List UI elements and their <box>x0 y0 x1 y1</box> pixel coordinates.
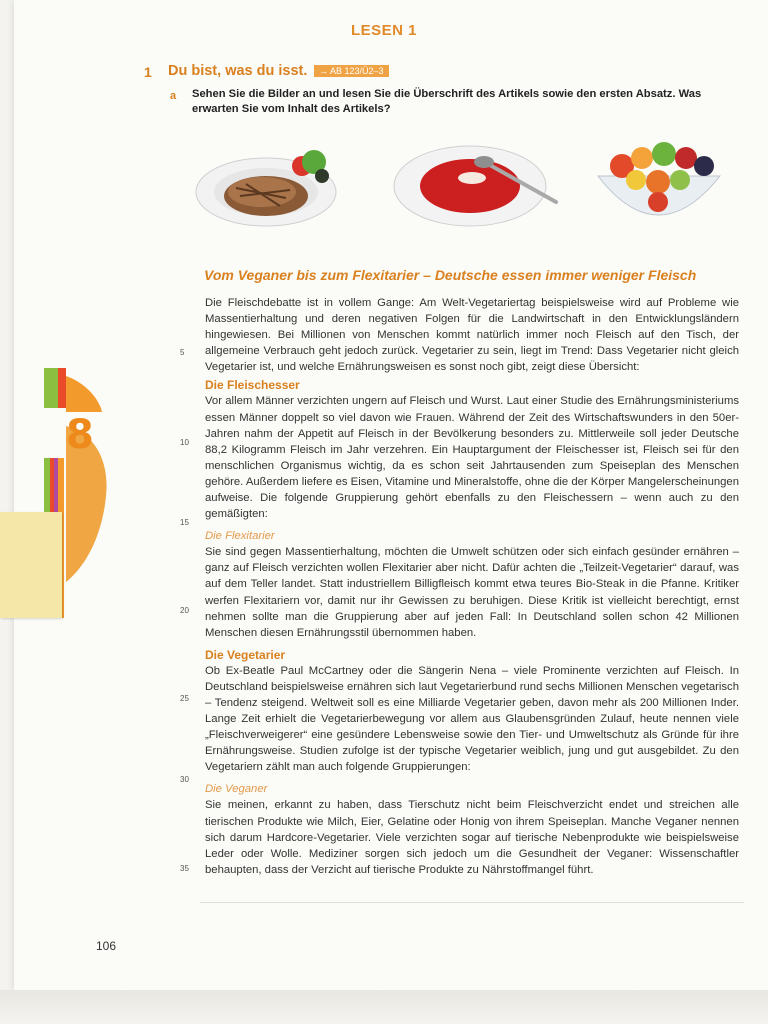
paragraph-flexitarier: Sie sind gegen Massentierhaltung, möchten die Umwelt schützen oder sich einfach gesünder ernähren – ganz auf Fleisch verzichten wollen Flexitarier aber nicht. Dafür achten die „Teilzeit-Vegetarier“ darauf, was auf dem Teller landet. Statt industriellem Billigfleisch kommt etwa teures Bio-Steak in die Pfanne. Kritiker werfen Flexitariern vor, damit nur ihr Gewissen zu beruhigen. Diese Kritik ist vielleicht berechtigt, ernst nehmen sollte man die Gruppierung aber auf jeden Fall: In Deutschland sollen schon 42 Millionen Menschen diesen Ernährungsstil übernommen haben. <box>205 546 739 639</box>
line-number: 35 <box>180 864 189 873</box>
page-shadow <box>0 990 768 1024</box>
sticky-note <box>0 512 62 618</box>
exercise-number: 1 <box>144 64 152 80</box>
task-letter: a <box>170 90 177 102</box>
line-number: 30 <box>180 775 189 784</box>
workbook-reference-badge: → AB 123/Ü2–3 <box>314 65 389 77</box>
line-number: 15 <box>180 518 189 527</box>
chapter-number: 8 <box>66 412 94 458</box>
task-instructions: Sehen Sie die Bilder an und lesen Sie die Überschrift des Artikels sowie den ersten Absatz. Was erwarten Sie vom Inhalt des Artikels? <box>192 88 702 115</box>
section-title: LESEN 1 <box>350 22 418 39</box>
subheading-veganer: Die Veganer <box>205 783 268 796</box>
page-number: 106 <box>96 939 117 953</box>
paragraph-fleischesser: Vor allem Männer verzichten ungern auf Fleisch und Wurst. Laut einer Studie des Ernährungsministeriums essen Männer doppelt so viel davon wie Frauen. Während der Zeit des Wirtschaftswunders in den 50er-Jahren nahm der Appetit auf Fleisch in der Bevölkerung besonders zu. Mittlerweile soll jeder Deutsche 88,2 Kilogramm Fleisch im Jahr verzehren. Ein Hauptargument der Fleischesser ist, Fleisch sei für den menschlichen Organismus wichtig, da es schon seit Jahrtausenden zum Speiseplan des Menschen gehöre. Außerdem liefere es Eisen, Vitamine und Mineralstoffe, ohne die der Körper Mangelerscheinungen aufweise. Die folgende Gruppierung gehört ebenfalls zu den Fleischessern – wenn auch zu den gemäßigten: <box>205 395 739 521</box>
article-intro: Die Fleischdebatte ist in vollem Gange: Am Welt-Vegetariertag beispielsweise wird auf Probleme wie Massentierhaltung und deren negativen Folgen für die Landwirtschaft in den Entwicklungsländern hingewiesen. Bei Millionen von Menschen kommt natürlich immer noch Fleisch auf den Tisch, der allgemeine Verbrauch geht jedoch zurück. Vegetarier zu sein, liegt im Trend: Dass Vegetarier nicht gleich Vegetarier ist, und welche Ernährungsweisen es sonst noch gibt, zeigt diese Übersicht: <box>205 297 739 374</box>
bottom-divider <box>200 902 744 903</box>
line-number: 20 <box>180 606 189 615</box>
article-headline: Vom Veganer bis zum Flexitarier – Deutsche essen immer weniger Fleisch <box>204 267 697 283</box>
paragraph-veganer: Sie meinen, erkannt zu haben, dass Tierschutz nicht beim Fleischverzicht endet und streichen alle tierischen Produkte wie Milch, Eier, Gelatine oder Honig von ihrem Speiseplan. Manche Veganer nennen sich darum Hardcore-Vegetarier. Viele verzichten sogar auf tierische Nebenprodukte wie beispielsweise Leder oder Wolle. Mediziner sorgen sich jedoch um die Gesundheit der Veganer: Wissenschaftler behaupten, dass der Verzicht auf tierische Produkte zu Nährstoffmangel führt. <box>205 799 739 876</box>
tomato-soup-photo <box>392 140 562 232</box>
article-body <box>205 295 739 878</box>
exercise-title: Du bist, was du isst. <box>168 63 308 79</box>
line-number: 5 <box>180 348 185 357</box>
paragraph-vegetarier: Ob Ex-Beatle Paul McCartney oder die Sängerin Nena – viele Prominente verzichten auf Fleisch. In Deutschland beispielsweise ernähren sich laut Vegetarierbund rund sechs Millionen Menschen vegetarisch – Tendenz steigend. Weltweit soll es eine Milliarde Vegetarier geben, davon mehr als 200 Millionen Inder. Lange Zeit erhielt die Vegetarierbewegung vor allem aus Glaubensgründen Zulauf, heute nennen viele „Fleischverweigerer“ eine gesündere Lebensweise sowie den Tier- und Umweltschutz als Gründe für ihre Ernährungsweise. Studien zufolge ist der typische Vegetarier weiblich, jung und gut ausgebildet. Zu den Vegetariern zählt man auch folgende Gruppierungen: <box>205 664 739 774</box>
line-number: 25 <box>180 694 189 703</box>
steak-photo <box>194 136 344 232</box>
line-number: 10 <box>180 438 189 447</box>
fruit-salad-photo <box>592 136 726 236</box>
subheading-vegetarier: Die Vegetarier <box>205 647 286 662</box>
subheading-fleischesser: Die Fleischesser <box>205 378 300 393</box>
subheading-flexitarier: Die Flexitarier <box>205 530 275 543</box>
